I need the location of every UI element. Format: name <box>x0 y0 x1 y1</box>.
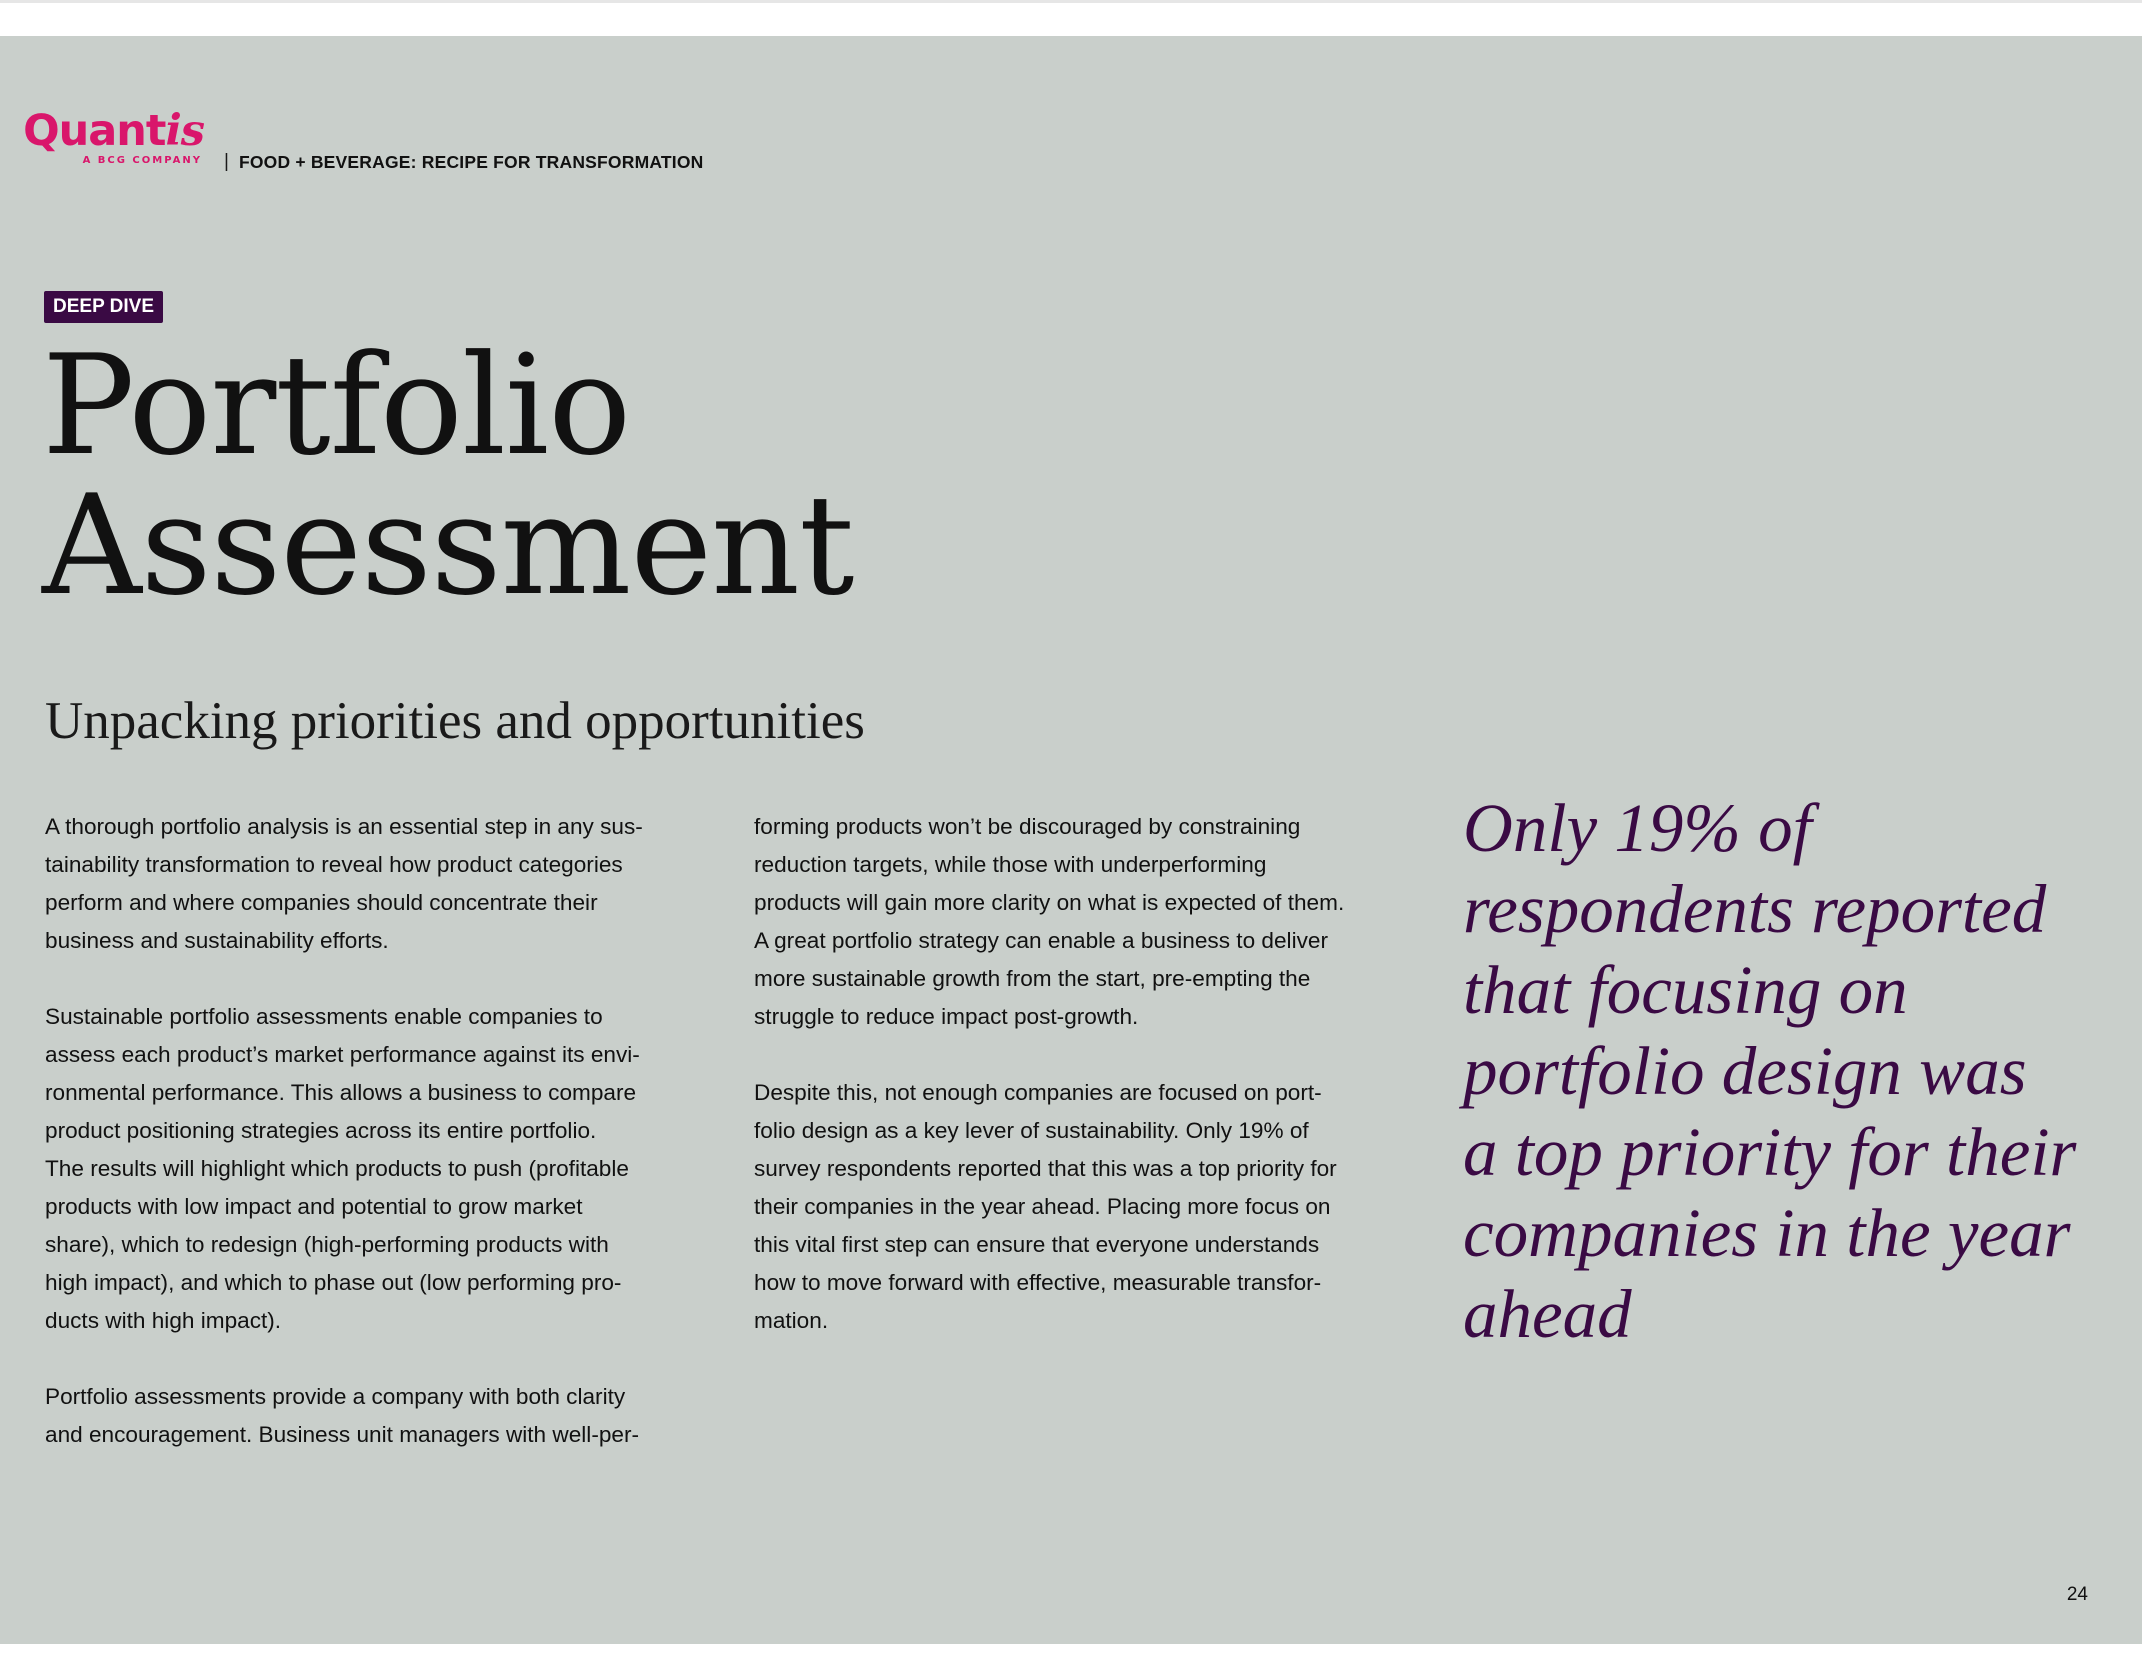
report-title: FOOD + BEVERAGE: RECIPE FOR TRANSFORMATION <box>238 152 704 172</box>
body-paragraph: Despite this, not enough companies are focused on port- folio design as a key lever of sustainability. Only 19% of survey respondents reported that this was a top priority for their companies in the year ahead. Placing more focus on this vital first step can ensure that everyone understands how to move forward with effective, measurable transfor- mation. <box>754 1080 1337 1333</box>
page-subtitle: Unpacking priorities and opportunities <box>45 692 865 750</box>
page-number: 24 <box>2066 1584 2088 1605</box>
page-header <box>23 106 704 172</box>
logo-wordmark-main: Quant <box>23 106 166 156</box>
body-paragraph: Portfolio assessments provide a company with both clarity and encouragement. Business unit managers with well-per- <box>45 1384 640 1447</box>
pull-quote: Only 19% of respondents reported that focusing on portfolio design was a top priority for their companies in the year ahead <box>1463 790 2077 1352</box>
logo-wordmark-tail: is <box>165 106 204 156</box>
body-column-1 <box>45 808 685 1492</box>
body-column-2 <box>754 808 1394 1378</box>
top-rule <box>0 0 2142 3</box>
page-title <box>42 325 854 626</box>
quantis-logo <box>23 106 204 166</box>
page-title-line-1: Portfolio <box>42 325 631 486</box>
header-separator: | <box>224 151 229 172</box>
document-page <box>0 36 2142 1644</box>
body-paragraph: Sustainable portfolio assessments enable companies to assess each product’s market performance against its envi- ronmental performance. This allows a business to compare product positioning strategies across its entire portfolio. The results will highlight which products to push (profitable products with low impact and potential to grow market share), which to redesign (high-performing products with high impact), and which to phase out (low performing pro- ducts with high impact). <box>45 1004 640 1333</box>
body-paragraph: forming products won’t be discouraged by constraining reduction targets, while those with underperforming products will gain more clarity on what is expected of them. A great portfolio strategy can enable a business to deliver more sustainable growth from the start, pre-empting the struggle to reduce impact post-growth. <box>754 814 1345 1029</box>
logo-subtitle: A BCG COMPANY <box>82 155 202 166</box>
logo-wordmark <box>23 108 204 154</box>
section-badge: DEEP DIVE <box>44 291 163 323</box>
body-paragraph: A thorough portfolio analysis is an essential step in any sus- tainability transformation to reveal how product categories perform and where companies should concentrate their business and sustainability efforts. <box>45 814 643 953</box>
page-title-line-2: Assessment <box>42 465 854 626</box>
